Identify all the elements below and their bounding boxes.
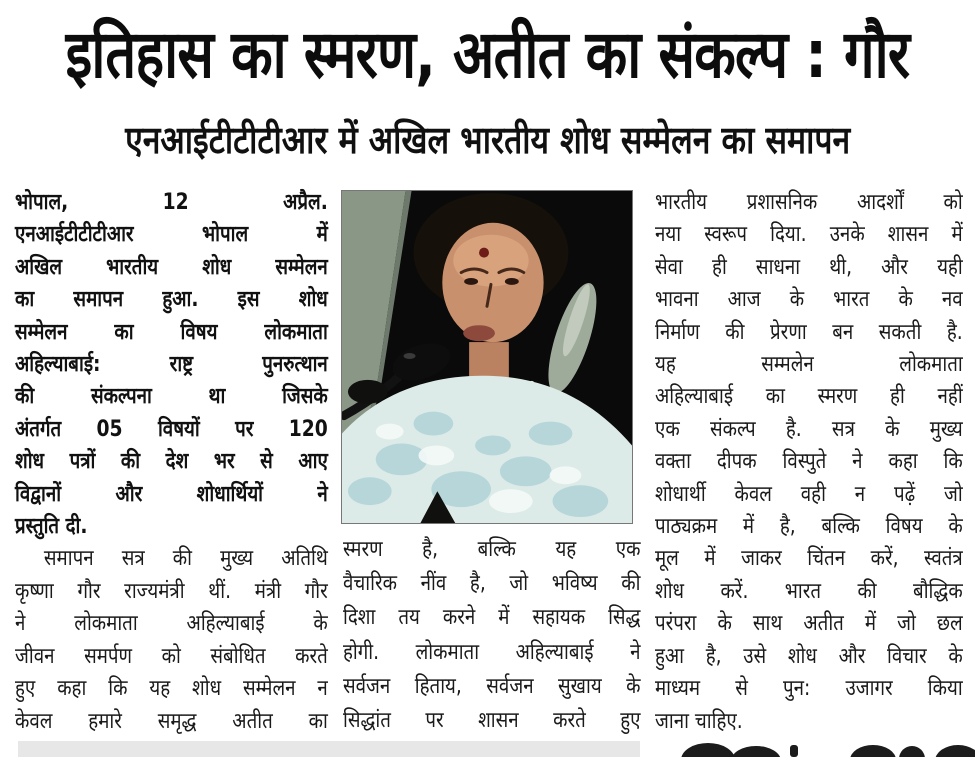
text-line: सर्वजन हिताय, सर्वजन सुखाय के [343,673,641,699]
text-line: सेवा ही साधना थी, और यही [655,254,963,280]
column-middle [343,533,641,738]
second-paragraph [15,543,328,737]
text-line: समापन सत्र की मुख्य अतिथि [43,546,328,572]
speaker-photo [341,190,633,524]
subheadline: एनआईटीटीटीआर में अखिल भारतीय शोध सम्मेलन का समापन [124,118,851,162]
text-line: प्रस्तुति दी. [15,514,88,540]
text-line: हुए कहा कि यह शोध सम्मेलन न [15,676,328,702]
text-line: शोधार्थी केवल वही न पढ़ें जो [655,481,963,507]
text-line: भारतीय प्रशासनिक आदर्शों को [655,190,963,215]
column-right [655,187,963,738]
text-line: भोपाल, 12 अप्रैल. [15,190,328,215]
text-line: जीवन समर्पण को संबोधित करते [15,643,328,669]
text-line: भावना आज के भारत के नव [655,287,963,313]
text-line: हुआ है, उसे शोध और विचार के [655,643,963,669]
text-line: अहिल्याबाई का स्मरण ही नहीं [655,384,963,410]
text-line: सम्मेलन का विषय लोकमाता [15,319,328,345]
text-line: वैचारिक नींव है, जो भविष्य की [343,571,641,597]
text-line: एनआईटीटीटीआर भोपाल में [15,222,328,248]
text-line: जाना चाहिए. [655,708,743,734]
text-line: का समापन हुआ. इस शोध [15,287,328,313]
speaker-photo-illustration [342,191,632,523]
bottom-gray-panel [18,741,640,757]
text-line: केवल हमारे समृद्ध अतीत का [15,708,328,734]
text-line: माध्यम से पुन: उजागर किया [655,676,963,702]
text-line: नया स्वरूप दिया. उनके शासन में [655,222,963,248]
text-line: कृष्णा गौर राज्यमंत्री थीं. मंत्री गौर [15,578,328,604]
text-line: होगी. लोकमाता अहिल्याबाई ने [343,639,641,665]
text-line: सिद्धांत पर शासन करते हुए [343,708,641,734]
text-line: पाठ्यक्रम में है, बल्कि विषय के [655,514,963,540]
text-line: वक्ता दीपक विस्पुते ने कहा कि [655,449,963,475]
text-line: निर्माण की प्रेरणा बन सकती है. [655,319,963,345]
subheadline-row [0,116,975,165]
column-left [15,187,328,738]
lead-paragraph [15,187,328,543]
text-line: एक संकल्प है. सत्र के मुख्य [655,416,963,442]
text-line: मूल में जाकर चिंतन करें, स्वतंत्र [655,546,963,572]
text-line: ने लोकमाता अहिल्याबाई के [15,611,328,637]
text-line: विद्वानों और शोधार्थियों ने [15,481,328,507]
text-line: परंपरा के साथ अतीत में जो छल [655,611,963,637]
text-line: स्मरण है, बल्कि यह एक [343,537,641,562]
text-line: अखिल भारतीय शोध सम्मेलन [15,254,328,280]
cropped-next-headline [640,732,975,757]
text-line: अंतर्गत 05 विषयों पर 120 [15,416,328,442]
text-line: यह सम्मलेन लोकमाता [655,352,963,378]
text-line: शोध करें. भारत की बौद्धिक [655,578,963,604]
text-line: शोध पत्रों की देश भर से आए [15,449,328,475]
text-line: दिशा तय करने में सहायक सिद्ध [343,605,641,631]
text-line: अहिल्याबाई: राष्ट्र पुनरुत्थान [15,352,328,378]
headline-row [0,14,975,97]
text-line: की संकल्पना था जिसके [15,384,328,410]
headline: इतिहास का स्मरण, अतीत का संकल्प : गौर [65,16,910,93]
